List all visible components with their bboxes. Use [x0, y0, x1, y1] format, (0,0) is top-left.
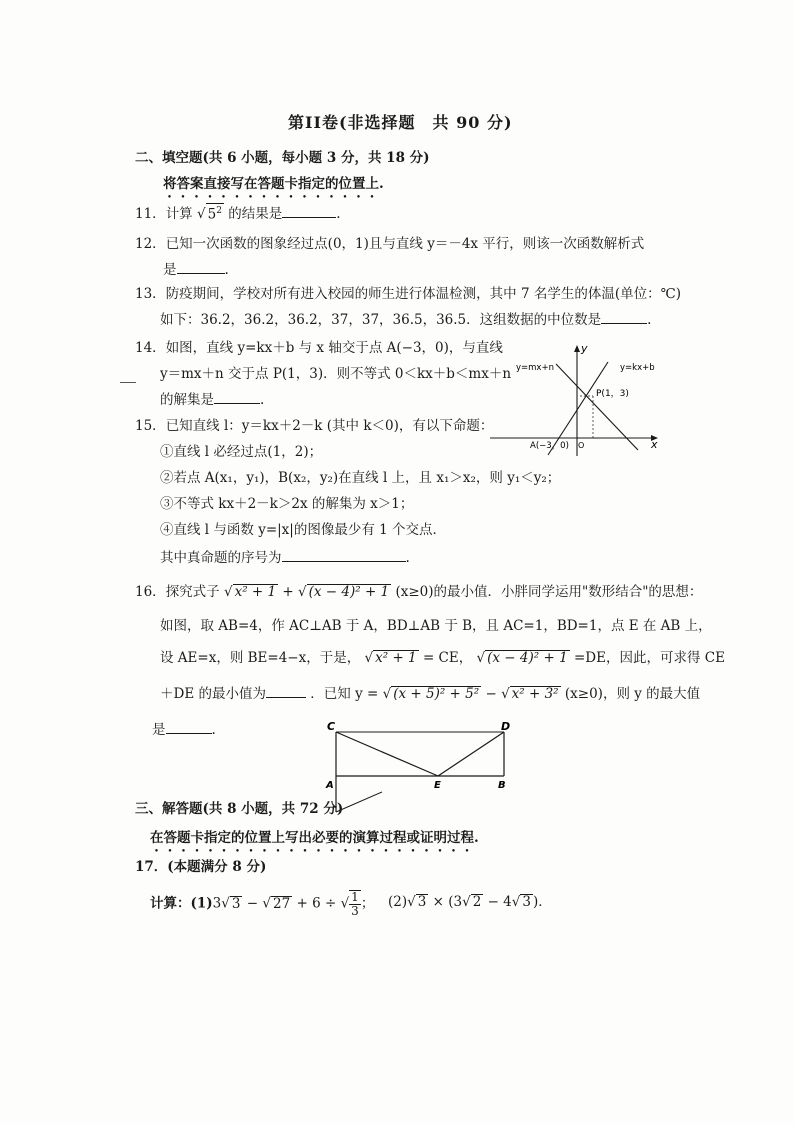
question-15-item-4: ④直线 l 与函数 y=|x|的图像最少有 1 个交点．	[160, 522, 447, 538]
question-14: 14．如图，直线 y=kx＋b 与 x 轴交于点 A(−3，0)，与直线	[135, 340, 503, 356]
origin-label: O	[578, 441, 585, 450]
question-17-heading: 17．(本题满分 8 分)	[135, 859, 267, 875]
answer-blank-16b[interactable]	[166, 721, 212, 734]
question-12: 12．已知一次函数的图象经过点(0，1)且与直线 y＝－4x 平行，则该一次函数解析式	[135, 236, 645, 252]
question-16: 16．探究式子 √ x² + 1 + √ (x − 4)² + 1 (x≥0)的最小值．小胖同学运用"数形结合"的思想：	[135, 584, 703, 600]
question-15-last: 其中真命题的序号为 .	[160, 550, 410, 566]
answer-blank-12[interactable]	[177, 261, 225, 274]
point-d: D	[501, 720, 511, 733]
point-e: E	[434, 780, 441, 791]
question-15: 15．已知直线 l：y＝kx＋2－k (其中 k＜0)，有以下命题：	[135, 418, 494, 434]
question-16-line5: 是 .	[152, 722, 216, 738]
answer-blank-15[interactable]	[282, 549, 406, 562]
section-3-heading: 三、解答题(共 8 小题，共 72 分)	[135, 801, 344, 817]
question-16-line2: 如图，取 AB=4，作 AC⊥AB 于 A，BD⊥AB 于 B，且 AC=1，BD=1，点 E 在 AB 上，	[160, 618, 712, 634]
section-2-heading: 二、填空题(共 6 小题，每小题 3 分，共 18 分)	[135, 150, 430, 166]
page-title: 第II卷(非选择题 共 90 分)	[288, 113, 513, 132]
question-16-line4: ＋DE 的最小值为 ．已知 y = √ (x + 5)² + 5² − √ x² + 3² (x≥0)，则 y 的最大值	[160, 686, 701, 702]
section-2-instruction: 将答案直接写在答题卡指定的位置上.	[163, 176, 384, 192]
answer-blank-14[interactable]	[214, 391, 260, 404]
question-16-line3: 设 AE=x，则 BE=4−x，于是， √ x² + 1 = CE， √ (x − 4)² + 1 =DE，因此，可求得 CE	[160, 650, 725, 666]
answer-blank-11[interactable]	[282, 205, 336, 218]
point-c: C	[327, 720, 336, 733]
question-14-line2: y＝mx＋n 交于点 P(1，3)．则不等式 0＜kx＋b＜mx＋n	[160, 366, 512, 382]
question-13: 13．防疫期间，学校对所有进入校园的师生进行体温检测，其中 7 名学生的体温(单位：℃)	[135, 286, 681, 302]
question-14-line3: 的解集是 .	[160, 392, 265, 408]
y-axis-label: y	[581, 342, 588, 355]
point-a-label: A(−3，0)	[530, 441, 569, 451]
question-15-item-1: ①直线 l 必经过点(1，2)；	[160, 444, 323, 460]
question-17-part2: (2)√ 3 × (3√ 2 − 4√ 3 )．	[388, 894, 552, 910]
question-13-line2: 如下：36.2，36.2，36.2，37，37，36.5，36.5．这组数据的中位数是 .	[160, 312, 652, 328]
question-11: 11．计算 √ $5^2$ 的结果是 .	[135, 202, 341, 222]
point-p-label: P(1，3)	[596, 389, 629, 399]
answer-blank-13[interactable]	[601, 311, 647, 324]
line-mx-n	[556, 364, 638, 450]
point-a: A	[326, 780, 334, 791]
question-15-item-2: ②若点 A(x₁，y₁)，B(x₂，y₂)在直线 l 上，且 x₁＞x₂，则 y₁＜y₂；	[160, 470, 561, 486]
question-15-item-3: ③不等式 kx＋2－k＞2x 的解集为 x＞1；	[160, 496, 414, 512]
scan-mark	[120, 382, 136, 383]
linear-functions-graph	[488, 340, 663, 460]
answer-blank-16a[interactable]	[266, 685, 306, 698]
line-k-label: y=kx+b	[620, 363, 655, 373]
point-b: B	[498, 780, 506, 791]
x-axis-label: x	[651, 438, 658, 451]
line-m-label: y=mx+n	[516, 363, 554, 373]
question-12-line2: 是 .	[163, 262, 229, 278]
question-17-part1: 计算：(1)3√ 3 − √ 27 + 6 ÷ √ $\frac{1}{3}$ ；	[150, 890, 375, 918]
geometry-figure	[322, 718, 522, 818]
section-3-instruction: 在答题卡指定的位置上写出必要的演算过程或证明过程.	[150, 830, 479, 846]
